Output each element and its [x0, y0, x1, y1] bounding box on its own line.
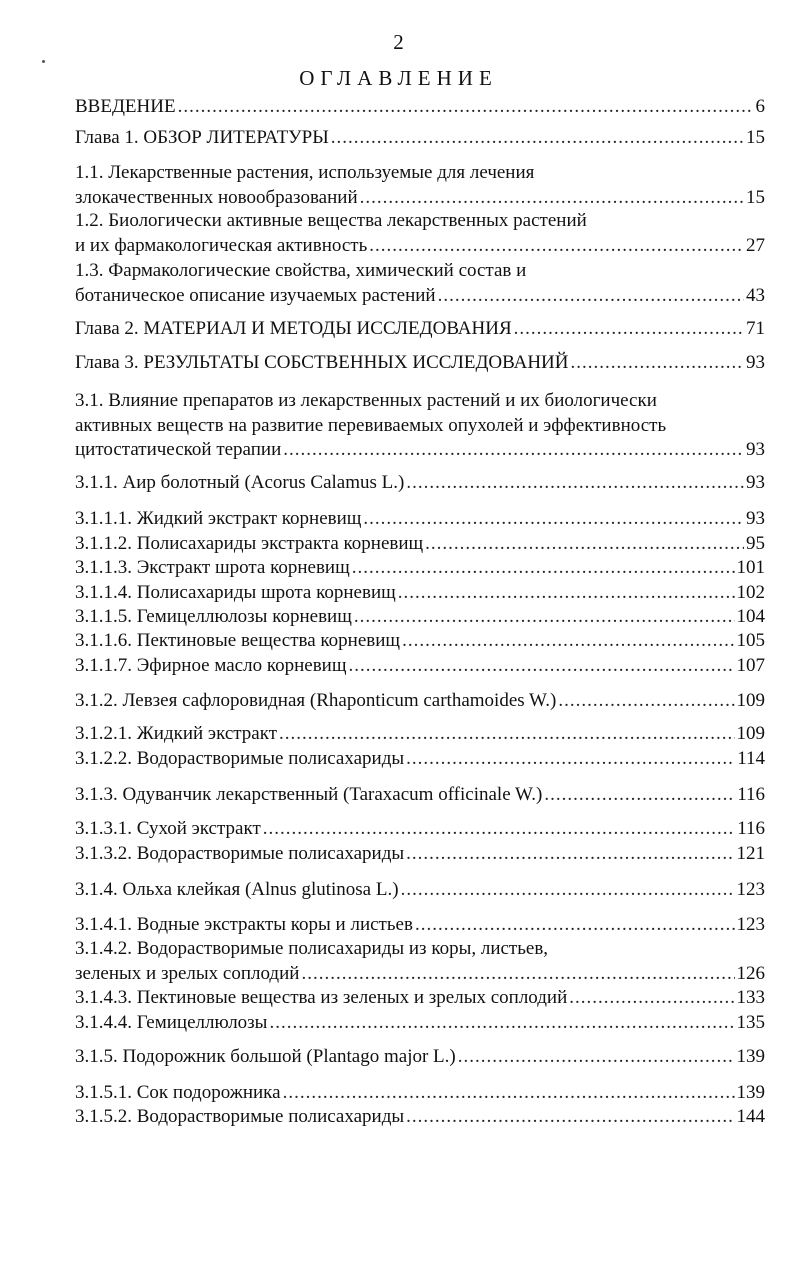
- toc-dot-leader: [279, 721, 734, 747]
- toc-entry-title: ботаническое описание изучаемых растений: [75, 284, 436, 306]
- toc-page-number: 71: [746, 318, 765, 339]
- toc-page-number: 144: [736, 1106, 765, 1127]
- toc-entry: [75, 1080, 765, 1106]
- toc-entry: [75, 470, 765, 496]
- toc-entry-title: 1.2. Биологически активные вещества лекарственных растений: [75, 210, 587, 231]
- toc-dot-leader: [354, 604, 735, 630]
- toc-dot-leader: [558, 688, 734, 714]
- toc-page-number: 102: [736, 582, 765, 603]
- toc-entry-title: ВВЕДЕНИЕ: [75, 96, 176, 117]
- toc-entry: [75, 877, 765, 903]
- toc-page-number: 15: [746, 186, 765, 208]
- toc-entry-title: 3.1.1. Аир болотный (Acorus Calamus L.): [75, 472, 405, 493]
- toc-dot-leader: [331, 125, 744, 151]
- toc-entry-title: 3.1.1.7. Эфирное масло корневищ: [75, 655, 347, 676]
- toc-entry: [75, 506, 765, 532]
- toc-page-number: 43: [746, 284, 765, 306]
- toc-entry-title: и их фармакологическая активность: [75, 234, 368, 256]
- toc-page-number: 116: [737, 784, 765, 805]
- toc-page-number: 135: [736, 1012, 765, 1033]
- toc-dot-leader: [569, 985, 734, 1011]
- toc-entry: [75, 721, 765, 747]
- toc-dot-leader: [425, 531, 744, 557]
- toc-entry-title: цитостатической терапии: [75, 439, 282, 460]
- page-number: 2: [393, 30, 404, 54]
- toc-entry-title: 3.1.4.4. Гемицеллюлозы: [75, 1012, 268, 1033]
- toc-entry-title: 3.1.1.4. Полисахариды шрота корневищ: [75, 582, 396, 603]
- toc-entry-title: 3.1.1.6. Пектиновые вещества корневищ: [75, 630, 401, 651]
- toc-entry-continuation: [75, 160, 765, 186]
- toc-page-number: 126: [736, 962, 765, 984]
- toc-page-number: 27: [746, 234, 765, 256]
- toc-page-number: 105: [736, 630, 765, 651]
- toc-entry: [75, 746, 765, 772]
- toc-entry-title: 3.1.5.1. Сок подорожника: [75, 1082, 281, 1103]
- toc-entry: [75, 580, 765, 606]
- toc-entry: [75, 233, 765, 259]
- toc-dot-leader: [398, 580, 735, 606]
- toc-entry: [75, 555, 765, 581]
- toc-page-number: 109: [736, 723, 765, 744]
- toc-page-number: 93: [746, 352, 765, 373]
- toc-entry-continuation: [75, 936, 765, 962]
- toc-page-number: 139: [736, 1082, 765, 1103]
- toc-page-number: 95: [746, 533, 765, 554]
- toc-entry-title: активных веществ на развитие перевиваемых опухолей и эффективность: [75, 414, 667, 436]
- toc-dot-leader: [301, 961, 734, 987]
- toc-dot-leader: [269, 1010, 734, 1036]
- toc-page-number: 104: [736, 606, 765, 627]
- toc-entry-title: 3.1.4.1. Водные экстракты коры и листьев: [75, 914, 413, 935]
- toc-dot-leader: [406, 746, 735, 772]
- toc-dot-leader: [402, 628, 734, 654]
- toc-dot-leader: [369, 233, 744, 259]
- toc-page-number: 123: [736, 879, 765, 900]
- toc-entry-title: 3.1.5. Подорожник большой (Plantago major L.): [75, 1046, 456, 1067]
- toc-entry: [75, 628, 765, 654]
- toc-dot-leader: [458, 1044, 735, 1070]
- toc-entry: [75, 185, 765, 211]
- toc-entry-title: 3.1.4. Ольха клейкая (Alnus glutinosa L.): [75, 879, 399, 900]
- toc-page-number: 15: [746, 127, 765, 148]
- toc-page-number: 121: [736, 843, 765, 864]
- toc-entry-title: Глава 3. РЕЗУЛЬТАТЫ СОБСТВЕННЫХ ИССЛЕДОВАНИЙ: [75, 352, 569, 373]
- toc-entry: [75, 437, 765, 463]
- toc-page-number: 93: [746, 508, 765, 529]
- toc-entry-title: Глава 2. МАТЕРИАЛ И МЕТОДЫ ИССЛЕДОВАНИЯ: [75, 318, 512, 339]
- toc-dot-leader: [406, 470, 744, 496]
- toc-entry: [75, 816, 765, 842]
- toc-page-number: 109: [736, 690, 765, 711]
- toc-dot-leader: [415, 912, 735, 938]
- toc-dot-leader: [406, 1104, 734, 1130]
- toc-dot-leader: [544, 782, 735, 808]
- toc-entry-title: злокачественных новообразований: [75, 186, 358, 208]
- toc-entry-title: 1.3. Фармакологические свойства, химический состав и: [75, 260, 527, 281]
- toc-entry: [75, 782, 765, 808]
- toc-entry: [75, 912, 765, 938]
- toc-entry: [75, 316, 765, 342]
- toc-entry: [75, 1010, 765, 1036]
- toc-entry-title: 3.1.1.5. Гемицеллюлозы корневищ: [75, 606, 352, 627]
- toc-entry-title: 3.1. Влияние препаратов из лекарственных растений и их биологически: [75, 390, 657, 411]
- toc-page-number: 93: [746, 472, 765, 493]
- toc-entry-continuation: [75, 388, 765, 414]
- toc-entry-title: 3.1.5.2. Водорастворимые полисахариды: [75, 1106, 405, 1127]
- toc-entry-title: 3.1.4.3. Пектиновые вещества из зеленых и зрелых соплодий: [75, 987, 568, 1008]
- toc-page-number: 107: [736, 655, 765, 676]
- toc-dot-leader: [178, 94, 754, 120]
- toc-page-number: 116: [737, 818, 765, 839]
- toc-entry-title: 3.1.4.2. Водорастворимые полисахариды из коры, листьев,: [75, 938, 549, 959]
- toc-entry: [75, 604, 765, 630]
- toc-dot-leader: [352, 555, 735, 581]
- toc-entry-title: Глава 1. ОБЗОР ЛИТЕРАТУРЫ: [75, 127, 329, 148]
- toc-dot-leader: [514, 316, 744, 342]
- toc-entry-title: 3.1.3. Одуванчик лекарственный (Taraxacum officinale W.): [75, 784, 543, 805]
- toc-dot-leader: [360, 185, 744, 211]
- toc-dot-leader: [283, 437, 744, 463]
- toc-entry-title: 3.1.3.1. Сухой экстракт: [75, 818, 261, 839]
- toc-page-number: 139: [736, 1046, 765, 1067]
- toc-entry-title: зеленых и зрелых соплодий: [75, 962, 300, 984]
- toc-page-number: 123: [736, 914, 765, 935]
- page-title: ОГЛАВЛЕНИЕ: [299, 66, 498, 90]
- toc-entry: [75, 350, 765, 376]
- toc-page-number: 93: [746, 439, 765, 460]
- toc-entry: [75, 688, 765, 714]
- toc-dot-leader: [438, 283, 744, 309]
- toc-entry-continuation: [75, 208, 765, 234]
- toc-entry-title: 3.1.1.2. Полисахариды экстракта корневищ: [75, 533, 424, 554]
- toc-entry-continuation: [75, 258, 765, 284]
- toc-entry: [75, 1044, 765, 1070]
- toc-entry-title: 3.1.1.1. Жидкий экстракт корневищ: [75, 508, 362, 529]
- toc-dot-leader: [348, 653, 734, 679]
- toc-entry-continuation: [75, 413, 765, 439]
- toc-entry-title: 3.1.2.1. Жидкий экстракт: [75, 723, 278, 744]
- toc-dot-leader: [263, 816, 735, 842]
- toc-dot-leader: [401, 877, 735, 903]
- toc-dot-leader: [570, 350, 744, 376]
- toc-entry-title: 3.1.1.3. Экстракт шрота корневищ: [75, 557, 350, 578]
- toc-entry: [75, 1104, 765, 1130]
- toc-entry: [75, 283, 765, 309]
- toc-entry: [75, 961, 765, 987]
- toc-entry-title: 3.1.3.2. Водорастворимые полисахариды: [75, 843, 405, 864]
- toc-entry: [75, 125, 765, 151]
- toc-page-number: 6: [755, 96, 765, 117]
- toc-entry-title: 3.1.2. Левзея сафлоровидная (Rhaponticum carthamoides W.): [75, 690, 557, 711]
- toc-dot-leader: [406, 841, 734, 867]
- toc-entry-title: 3.1.2.2. Водорастворимые полисахариды: [75, 748, 405, 769]
- toc-page-number: 114: [737, 748, 765, 769]
- toc-dot-leader: [283, 1080, 735, 1106]
- toc-entry: [75, 653, 765, 679]
- toc-entry-title: 1.1. Лекарственные растения, используемые для лечения: [75, 162, 535, 183]
- toc-page-number: 101: [736, 557, 765, 578]
- toc-entry: [75, 841, 765, 867]
- toc-entry: [75, 985, 765, 1011]
- toc-entry: [75, 94, 765, 120]
- toc-dot-leader: [363, 506, 744, 532]
- toc-entry: [75, 531, 765, 557]
- toc-page-number: 133: [736, 987, 765, 1008]
